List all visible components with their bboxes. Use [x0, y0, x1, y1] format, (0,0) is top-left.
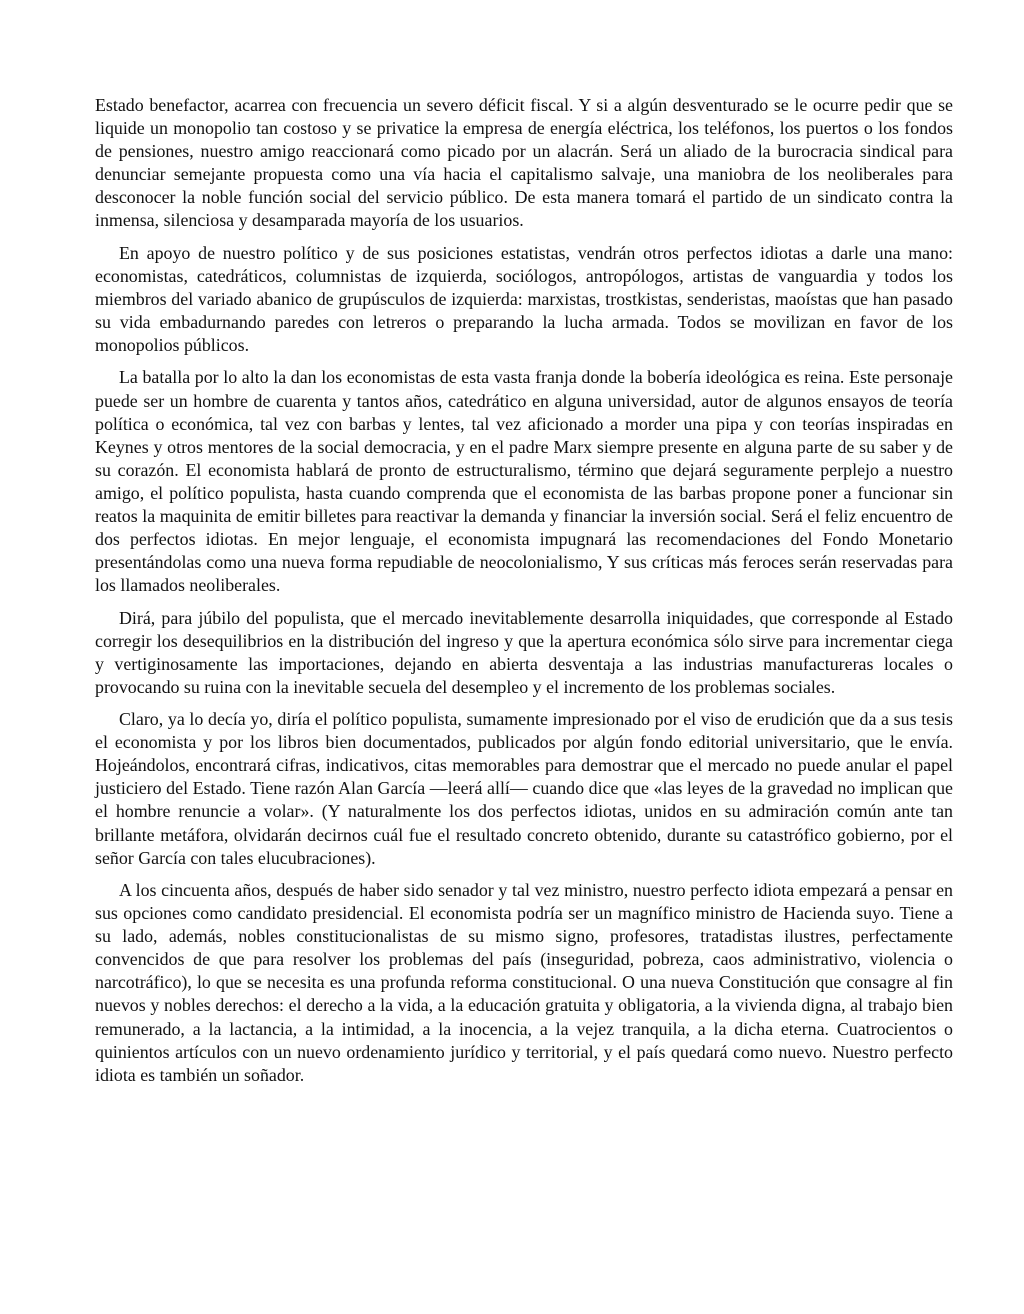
document-page [95, 94, 953, 1096]
paragraph-continuation: Estado benefactor, acarrea con frecuencia un severo déficit fiscal. Y si a algún desventurado se le ocurre pedir que se liquide un monopolio tan costoso y se privatice la empresa de energía eléctrica, los teléfonos, los puertos o los fondos de pensiones, nuestro amigo reaccionará como picado por un alacrán. Será un aliado de la burocracia sindical para denunciar semejante propuesta como una vía hacia el capitalismo salvaje, una maniobra de los neoliberales para desconocer la noble función social del servicio público. De esta manera tomará el partido de un sindicato contra la inmensa, silenciosa y desamparada mayoría de los usuarios. [95, 95, 953, 231]
paragraph: A los cincuenta años, después de haber sido senador y tal vez ministro, nuestro perfecto idiota empezará a pensar en sus opciones como candidato presidencial. El economista podría ser un magnífico ministro de Hacienda suyo. Tiene a su lado, además, nobles constitucionalistas de su mismo signo, profesores, tratadistas ilustres, perfectamente convencidos de que para resolver los problemas del país (inseguridad, pobreza, caos administrativo, violencia o narcotráfico), lo que se necesita es una profunda reforma constitucional. O una nueva Constitución que consagre al fin nuevos y nobles derechos: el derecho a la vida, a la educación gratuita y obligatoria, a la vivienda digna, al trabajo bien remunerado, a la lactancia, a la intimidad, a la inocencia, a la vejez tranquila, a la dicha eterna. Cuatrocientos o quinientos artículos con un nuevo ordenamiento jurídico y territorial, y el país quedará como nuevo. Nuestro perfecto idiota es también un soñador. [95, 879, 953, 1085]
paragraph: Claro, ya lo decía yo, diría el político populista, sumamente impresionado por el viso de erudición que da a sus tesis el economista y por los libros bien documentados, publicados por algún fondo editorial universitario, que le envía. Hojeándolos, encontrará cifras, indicativos, citas memorables para demostrar que el mercado no puede anular el papel justiciero del Estado. Tiene razón Alan García —leerá allí— cuando dice que «las leyes de la gravedad no implican que el hombre renuncie a volar». (Y naturalmente los dos perfectos idiotas, unidos en su admiración común ante tan brillante metáfora, olvidarán decirnos cuál fue el resultado concreto obtenido, durante su catastrófico gobierno, por el señor García con tales elucubraciones). [95, 709, 953, 868]
paragraph: En apoyo de nuestro político y de sus posiciones estatistas, vendrán otros perfectos idiotas a darle una mano: economistas, catedráticos, columnistas de izquierda, sociólogos, antropólogos, artistas de vanguardia y todos los miembros del variado abanico de grupúsculos de izquierda: marxistas, trostkistas, senderistas, maoístas que han pasado su vida embadurnando paredes con letreros o preparando la lucha armada. Todos se movilizan en favor de los monopolios públicos. [95, 242, 953, 356]
paragraph: La batalla por lo alto la dan los economistas de esta vasta franja donde la bobería ideológica es reina. Este personaje puede ser un hombre de cuarenta y tantos años, catedrático en alguna universidad, autor de algunos ensayos de teoría política o económica, tal vez con barbas y lentes, tal vez aficionado a morder una pipa y con teorías inspiradas en Keynes y otros mentores de la social democracia, y en el padre Marx siempre presente en alguna parte de su saber y de su corazón. El economista hablará de pronto de estructuralismo, término que dejará seguramente perplejo a nuestro amigo, el político populista, hasta cuando comprenda que el economista de las barbas propone poner a funcionar sin reatos la maquinita de emitir billetes para reactivar la demanda y financiar la inversión social. Será el feliz encuentro de dos perfectos idiotas. En mejor lenguaje, el economista impugnará las recomendaciones del Fondo Monetario presentándolas como una nueva forma repudiable de neocolonialismo, Y sus críticas más feroces serán reservadas para los llamados neoliberales. [95, 367, 953, 596]
paragraph: Dirá, para júbilo del populista, que el mercado inevitablemente desarrolla iniquidades, que corresponde al Estado corregir los desequilibrios en la distribución del ingreso y que la apertura económica sólo sirve para incrementar ciega y vertiginosamente las importaciones, dejando en abierta desventaja a las industrias manufactureras locales o provocando su ruina con la inevitable secuela del desempleo y el incremento de los problemas sociales. [95, 607, 953, 697]
